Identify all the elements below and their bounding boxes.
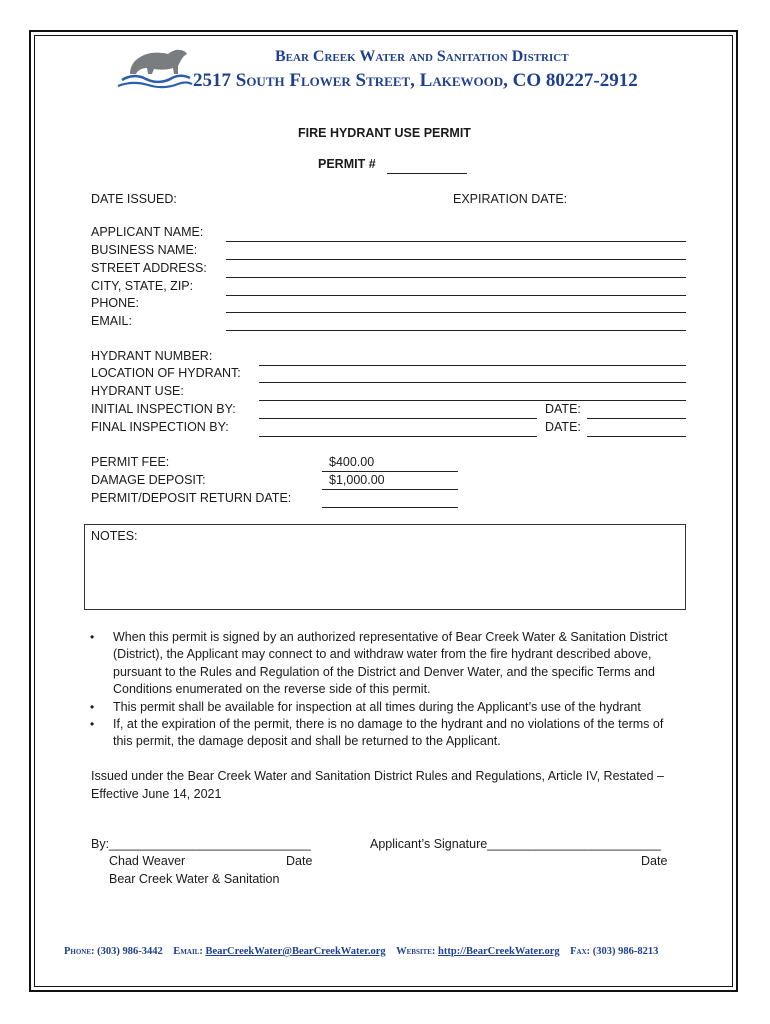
street-address-field[interactable]: [226, 277, 686, 278]
contact-footer: [64, 946, 658, 957]
initial-inspection-field[interactable]: [259, 418, 537, 419]
footer-website-link[interactable]: http://BearCreekWater.org: [438, 946, 560, 957]
footer-email-label: Email:: [173, 946, 203, 957]
terms-bullet-2: • This permit shall be available for inspection at all times during the Applicant’s use of the hydrant: [90, 699, 680, 716]
permit-fee-value: $400.00: [329, 455, 375, 469]
permit-number-label: PERMIT #: [318, 157, 376, 171]
hydrant-location-label: LOCATION OF HYDRANT:: [91, 366, 241, 380]
date-issued-label: DATE ISSUED:: [91, 192, 177, 206]
final-inspection-date-field[interactable]: [587, 436, 686, 437]
applicant-name-label: APPLICANT NAME:: [91, 225, 204, 239]
hydrant-location-field[interactable]: [259, 382, 686, 383]
bear-logo-icon: [116, 44, 194, 92]
final-inspection-field[interactable]: [259, 436, 537, 437]
email-field[interactable]: [226, 330, 686, 331]
city-state-zip-field[interactable]: [226, 295, 686, 296]
notes-box[interactable]: [84, 524, 686, 610]
footer-phone-label: Phone:: [64, 946, 95, 957]
applicant-date-label: Date: [641, 854, 668, 868]
footer-phone: (303) 986-3442: [97, 946, 163, 957]
return-date-label: PERMIT/DEPOSIT RETURN DATE:: [91, 491, 292, 505]
footer-email-link[interactable]: BearCreekWater@BearCreekWater.org: [205, 946, 386, 957]
permit-fee-underline: [322, 471, 458, 472]
damage-deposit-underline: [322, 489, 458, 490]
district-date-label: Date: [286, 854, 313, 868]
permit-fee-label: PERMIT FEE:: [91, 455, 170, 469]
return-date-field[interactable]: [322, 507, 458, 508]
final-inspection-date-label: DATE:: [545, 420, 581, 434]
form-title: FIRE HYDRANT USE PERMIT: [298, 126, 471, 140]
hydrant-number-label: HYDRANT NUMBER:: [91, 349, 213, 363]
footer-fax-label: Fax:: [570, 946, 591, 957]
hydrant-number-field[interactable]: [259, 365, 686, 366]
phone-label: PHONE:: [91, 296, 139, 310]
signer-org: Bear Creek Water & Sanitation: [109, 872, 280, 886]
expiration-date-label: EXPIRATION DATE:: [453, 192, 568, 206]
terms-bullet-3: • If, at the expiration of the permit, there is no damage to the hydrant and no violations of the terms of this permit, the damage deposit and shall be returned to the Applicant.: [90, 716, 680, 751]
phone-field[interactable]: [226, 312, 686, 313]
initial-inspection-label: INITIAL INSPECTION BY:: [91, 402, 236, 416]
business-name-label: BUSINESS NAME:: [91, 243, 198, 257]
org-name-heading: Bear Creek Water and Sanitation District: [275, 48, 569, 65]
signer-name: Chad Weaver: [109, 854, 186, 868]
initial-inspection-date-label: DATE:: [545, 402, 581, 416]
org-address-heading: 2517 South Flower Street, Lakewood, CO 80227-2912: [193, 70, 638, 91]
hydrant-use-label: HYDRANT USE:: [91, 384, 184, 398]
business-name-field[interactable]: [226, 259, 686, 260]
terms-bullet-1: • When this permit is signed by an authorized representative of Bear Creek Water & Sanitation District (District), the Applicant may connect to and withdraw water from the fire hydrant described above, pursuant to the Rules and Regulation of the District and Denver Water, and the specific Terms and Conditions enumerated on the reverse side of this permit.: [90, 629, 680, 699]
footer-website-label: Website:: [396, 946, 436, 957]
damage-deposit-value: $1,000.00: [329, 473, 385, 487]
issued-under-text: Issued under the Bear Creek Water and Sanitation District Rules and Regulations, Article IV, Restated – Effective June 14, 2021: [91, 769, 664, 801]
damage-deposit-label: DAMAGE DEPOSIT:: [91, 473, 206, 487]
terms-list: [90, 629, 680, 751]
initial-inspection-date-field[interactable]: [587, 418, 686, 419]
email-label: EMAIL:: [91, 314, 132, 328]
hydrant-use-field[interactable]: [259, 400, 686, 401]
final-inspection-label: FINAL INSPECTION BY:: [91, 420, 229, 434]
applicant-name-field[interactable]: [226, 241, 686, 242]
district-signature-line[interactable]: By:_____________________________: [91, 837, 311, 851]
permit-number-field[interactable]: [387, 173, 467, 174]
notes-label: NOTES:: [91, 529, 138, 543]
footer-fax: (303) 986-8213: [592, 946, 659, 957]
city-state-zip-label: CITY, STATE, ZIP:: [91, 279, 194, 293]
applicant-signature-line[interactable]: Applicant’s Signature_________________________: [370, 837, 662, 851]
street-address-label: STREET ADDRESS:: [91, 261, 207, 275]
